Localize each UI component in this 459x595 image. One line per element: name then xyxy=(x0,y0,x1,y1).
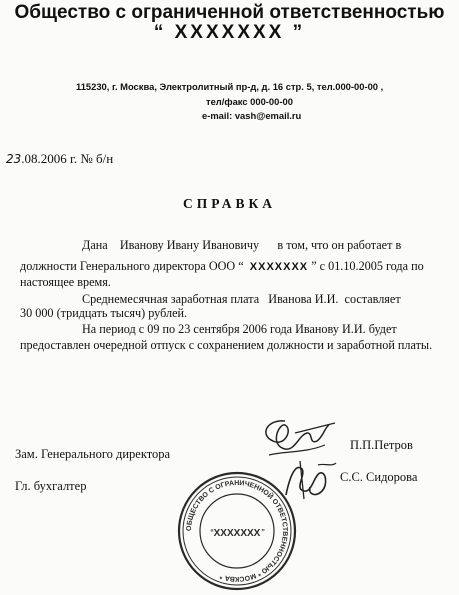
email-line: e-mail: vash@email.ru xyxy=(202,110,302,121)
accountant-name: С.С. Сидорова xyxy=(340,470,418,484)
body-line-4-end: составляет xyxy=(344,292,401,306)
document-date xyxy=(6,151,113,167)
org-name-inline: XXXXXXX xyxy=(249,261,309,273)
document-title: СПРАВКА xyxy=(182,196,277,211)
deputy-title: Зам. Генерального директора xyxy=(15,447,171,461)
employee-name: Иванову Ивану Ивановичу xyxy=(119,238,260,252)
body-line-2-start: должности Генерального директора ООО “ xyxy=(20,259,244,273)
body-line-3: настоящее время. xyxy=(20,275,111,289)
organization-name xyxy=(0,22,459,44)
stamp-center-text: XXXXXXX xyxy=(213,528,261,539)
fax-line: тел/факс 000-00-00 xyxy=(206,96,293,107)
handwritten-day: 23 xyxy=(6,152,22,166)
company-stamp xyxy=(176,470,298,592)
given-word: Дана xyxy=(82,238,108,252)
salary-amount: 30 000 (тридцать тысяч) рублей. xyxy=(20,306,188,320)
organization-type: Общество с ограниченной ответственностью xyxy=(14,2,445,23)
stamp-ring-textpath: ОБЩЕСТВО С ОГРАНИЧЕННОЙ ОТВЕТСТВЕННОСТЬЮ * МОСКВА * xyxy=(185,479,289,583)
body-line-4 xyxy=(82,292,401,307)
body-line-7: предоставлен очередной отпуск с сохранением должности и заработной платы. xyxy=(20,338,433,352)
organization-name-text: “ XXXXXXX ” xyxy=(153,22,306,43)
address-line: 115230, г. Москва, Электролитный пр-д, д. 16 стр. 5, тел.000-00-00 , xyxy=(76,81,384,92)
body-line-2-end: ” с 01.10.2005 года по xyxy=(311,259,424,273)
body-line-6: На период с 09 по 23 сентября 2006 года Иванову И.И. будет xyxy=(82,322,397,336)
salary-label: Среднемесячная заработная плата xyxy=(82,292,260,306)
salary-employee-name: Иванова И.И. xyxy=(268,292,339,306)
accountant-title: Гл. бухгалтер xyxy=(15,479,87,493)
date-rest: .08.2006 г. № б/н xyxy=(21,151,114,166)
deputy-name: П.П.Петров xyxy=(350,438,413,452)
body-line-1-rest: в том, что он работает в xyxy=(277,238,402,252)
stamp-left-quote: “ xyxy=(210,528,214,539)
body-line-1 xyxy=(82,238,401,253)
stamp-right-quote: ” xyxy=(261,528,265,539)
body-line-2 xyxy=(20,259,424,274)
